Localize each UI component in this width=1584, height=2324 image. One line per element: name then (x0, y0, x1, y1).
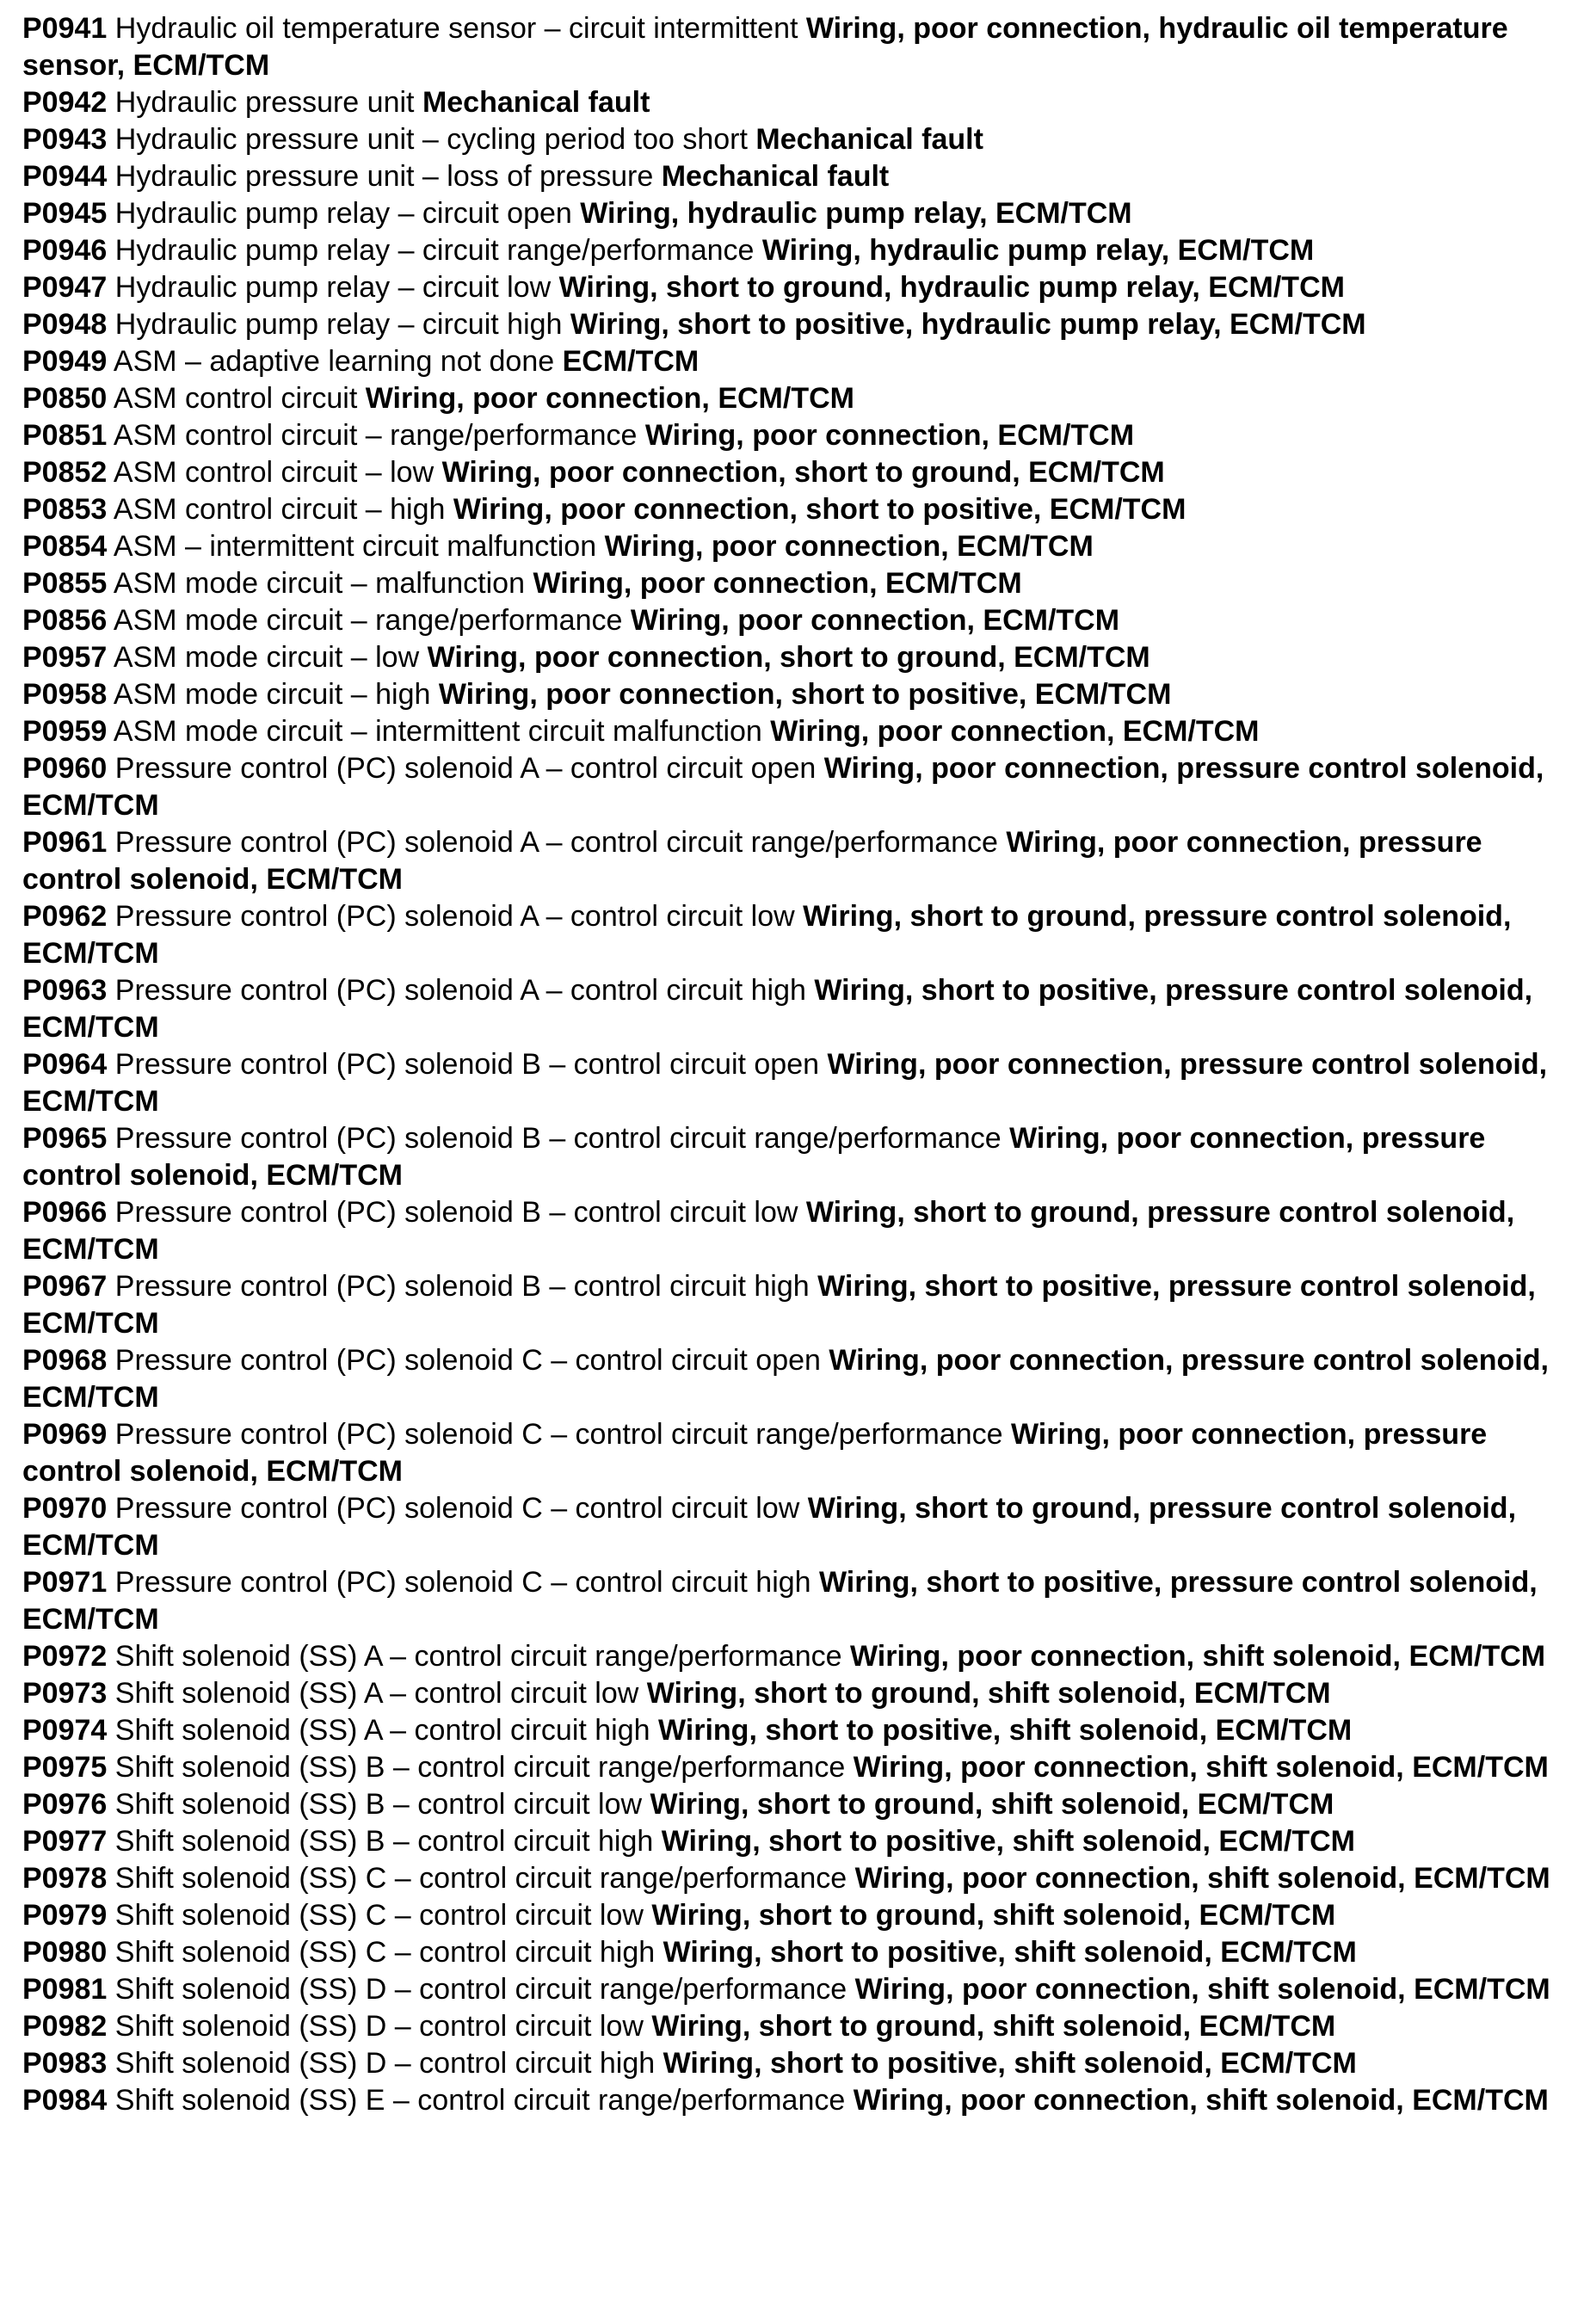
dtc-entry (22, 491, 1562, 528)
dtc-description: Hydraulic pump relay – circuit range/performance (114, 234, 755, 267)
dtc-description: Hydraulic pressure unit (114, 86, 415, 119)
dtc-causes: Wiring, poor connection, ECM/TCM (365, 382, 854, 415)
dtc-entry (22, 2045, 1562, 2082)
dtc-causes: Wiring, short to positive, shift solenoid, ECM/TCM (663, 2047, 1357, 2080)
dtc-code: P0958 (22, 678, 108, 711)
dtc-code: P0854 (22, 530, 108, 563)
dtc-causes: Wiring, poor connection, pressure control solenoid, ECM/TCM (22, 1418, 1488, 1488)
dtc-code: P0942 (22, 86, 108, 119)
dtc-entry (22, 824, 1562, 898)
dtc-entry (22, 639, 1562, 676)
dtc-description: Pressure control (PC) solenoid B – control circuit low (114, 1196, 798, 1229)
dtc-code: P0961 (22, 826, 108, 859)
dtc-description: ASM control circuit – low (113, 456, 435, 489)
dtc-causes: Wiring, short to ground, pressure control solenoid, ECM/TCM (22, 900, 1512, 970)
dtc-entry (22, 417, 1562, 454)
dtc-entry (22, 84, 1562, 121)
dtc-causes: Wiring, poor connection, ECM/TCM (770, 715, 1260, 748)
dtc-description: Pressure control (PC) solenoid A – control circuit high (114, 974, 806, 1007)
dtc-code: P0962 (22, 900, 108, 933)
dtc-description: Hydraulic pump relay – circuit open (114, 197, 572, 230)
dtc-description: ASM control circuit (113, 382, 358, 415)
dtc-description: Shift solenoid (SS) B – control circuit high (114, 1825, 654, 1858)
dtc-causes: Wiring, short to positive, pressure control solenoid, ECM/TCM (22, 1566, 1538, 1636)
dtc-entry (22, 1638, 1562, 1675)
dtc-causes: Wiring, poor connection, shift solenoid, ECM/TCM (850, 1640, 1546, 1673)
dtc-code: P0976 (22, 1788, 108, 1821)
dtc-description: Pressure control (PC) solenoid A – control circuit low (114, 900, 795, 933)
dtc-causes: Wiring, short to ground, shift solenoid, ECM/TCM (646, 1677, 1331, 1710)
dtc-causes: Wiring, poor connection, short to positive, ECM/TCM (453, 493, 1186, 526)
dtc-entry (22, 1675, 1562, 1712)
dtc-causes: Mechanical fault (755, 123, 983, 156)
dtc-code: P0959 (22, 715, 108, 748)
dtc-causes: Wiring, short to positive, pressure control solenoid, ECM/TCM (22, 1270, 1536, 1340)
dtc-entry (22, 1416, 1562, 1490)
dtc-causes: ECM/TCM (562, 345, 700, 378)
dtc-entry (22, 1971, 1562, 2008)
dtc-description: Shift solenoid (SS) E – control circuit range/performance (114, 2084, 846, 2117)
dtc-entry (22, 1897, 1562, 1934)
dtc-code: P0974 (22, 1714, 108, 1747)
dtc-entry (22, 1120, 1562, 1194)
dtc-description: Shift solenoid (SS) C – control circuit low (114, 1899, 644, 1932)
dtc-description: ASM mode circuit – high (113, 678, 431, 711)
dtc-description: Shift solenoid (SS) A – control circuit range/performance (114, 1640, 842, 1673)
dtc-code: P0960 (22, 752, 108, 785)
dtc-causes: Wiring, short to ground, shift solenoid, ECM/TCM (651, 2010, 1336, 2043)
dtc-code: P0945 (22, 197, 108, 230)
dtc-description: ASM mode circuit – low (113, 641, 420, 674)
dtc-description: Pressure control (PC) solenoid A – control circuit range/performance (114, 826, 998, 859)
dtc-entry (22, 1268, 1562, 1342)
dtc-code: P0971 (22, 1566, 108, 1599)
dtc-code: P0978 (22, 1862, 108, 1895)
dtc-entry (22, 676, 1562, 713)
dtc-entry (22, 1194, 1562, 1268)
dtc-description: ASM mode circuit – malfunction (113, 567, 525, 600)
dtc-description: Shift solenoid (SS) D – control circuit range/performance (114, 1973, 847, 2006)
dtc-code: P0949 (22, 345, 108, 378)
dtc-entry (22, 528, 1562, 565)
dtc-code: P0970 (22, 1492, 108, 1525)
dtc-description: ASM mode circuit – intermittent circuit malfunction (113, 715, 762, 748)
dtc-causes: Wiring, poor connection, shift solenoid, ECM/TCM (853, 2084, 1549, 2117)
dtc-entry (22, 306, 1562, 343)
dtc-code: P0851 (22, 419, 108, 452)
dtc-causes: Wiring, poor connection, pressure control solenoid, ECM/TCM (22, 1344, 1549, 1414)
dtc-code: P0941 (22, 12, 108, 45)
dtc-causes: Wiring, poor connection, short to ground, ECM/TCM (427, 641, 1150, 674)
dtc-code: P0850 (22, 382, 108, 415)
dtc-entry (22, 750, 1562, 824)
dtc-code: P0946 (22, 234, 108, 267)
dtc-causes: Wiring, poor connection, shift solenoid, ECM/TCM (854, 1862, 1550, 1895)
dtc-description: ASM control circuit – high (113, 493, 446, 526)
dtc-code: P0968 (22, 1344, 108, 1377)
dtc-code: P0979 (22, 1899, 108, 1932)
dtc-description: Pressure control (PC) solenoid B – control circuit open (114, 1048, 820, 1081)
dtc-causes: Wiring, short to ground, hydraulic pump relay, ECM/TCM (558, 271, 1345, 304)
dtc-entry (22, 454, 1562, 491)
dtc-description: Hydraulic oil temperature sensor – circuit intermittent (114, 12, 798, 45)
dtc-description: Pressure control (PC) solenoid C – control circuit high (114, 1566, 811, 1599)
dtc-code: P0963 (22, 974, 108, 1007)
dtc-code: P0973 (22, 1677, 108, 1710)
dtc-causes: Wiring, poor connection, short to ground, ECM/TCM (441, 456, 1165, 489)
dtc-causes: Wiring, short to positive, shift solenoid, ECM/TCM (663, 1936, 1357, 1969)
dtc-description: ASM control circuit – range/performance (113, 419, 638, 452)
dtc-causes: Wiring, short to positive, pressure control solenoid, ECM/TCM (22, 974, 1533, 1044)
dtc-description: Shift solenoid (SS) D – control circuit high (114, 2047, 656, 2080)
dtc-entry (22, 2082, 1562, 2119)
dtc-code: P0948 (22, 308, 108, 341)
dtc-causes: Wiring, poor connection, pressure control solenoid, ECM/TCM (22, 1122, 1486, 1192)
dtc-description: Shift solenoid (SS) B – control circuit range/performance (114, 1751, 846, 1784)
dtc-causes: Wiring, poor connection, short to positive, ECM/TCM (438, 678, 1172, 711)
dtc-causes: Wiring, short to ground, pressure control solenoid, ECM/TCM (22, 1196, 1515, 1266)
dtc-code: P0853 (22, 493, 108, 526)
dtc-code: P0943 (22, 123, 108, 156)
dtc-code: P0965 (22, 1122, 108, 1155)
dtc-entry (22, 380, 1562, 417)
dtc-description: Pressure control (PC) solenoid A – control circuit open (114, 752, 817, 785)
dtc-description: Hydraulic pressure unit – loss of pressure (114, 160, 654, 193)
dtc-entry (22, 10, 1562, 84)
dtc-code: P0972 (22, 1640, 108, 1673)
dtc-causes: Wiring, short to positive, shift solenoid, ECM/TCM (661, 1825, 1355, 1858)
dtc-entry (22, 1046, 1562, 1120)
dtc-causes: Wiring, poor connection, pressure control solenoid, ECM/TCM (22, 1048, 1548, 1118)
dtc-list (22, 10, 1562, 2119)
dtc-causes: Wiring, short to ground, shift solenoid, ECM/TCM (650, 1788, 1334, 1821)
dtc-code: P0856 (22, 604, 108, 637)
dtc-code: P0981 (22, 1973, 108, 2006)
dtc-causes: Wiring, poor connection, pressure control solenoid, ECM/TCM (22, 826, 1482, 896)
dtc-code: P0957 (22, 641, 108, 674)
dtc-causes: Wiring, short to ground, pressure control solenoid, ECM/TCM (22, 1492, 1517, 1562)
dtc-code: P0980 (22, 1936, 108, 1969)
dtc-causes: Mechanical fault (661, 160, 890, 193)
dtc-entry (22, 269, 1562, 306)
dtc-description: Shift solenoid (SS) D – control circuit low (114, 2010, 644, 2043)
dtc-entry (22, 602, 1562, 639)
dtc-description: Pressure control (PC) solenoid B – control circuit high (114, 1270, 810, 1303)
dtc-causes: Wiring, poor connection, ECM/TCM (644, 419, 1135, 452)
dtc-code: P0855 (22, 567, 108, 600)
dtc-code: P0982 (22, 2010, 108, 2043)
dtc-description: Shift solenoid (SS) C – control circuit range/performance (114, 1862, 847, 1895)
dtc-description: Pressure control (PC) solenoid C – control circuit open (114, 1344, 821, 1377)
dtc-entry (22, 232, 1562, 269)
dtc-entry (22, 158, 1562, 195)
dtc-causes: Wiring, poor connection, shift solenoid, ECM/TCM (854, 1973, 1550, 2006)
dtc-code: P0984 (22, 2084, 108, 2117)
dtc-description: Pressure control (PC) solenoid B – control circuit range/performance (114, 1122, 1002, 1155)
dtc-description: Hydraulic pressure unit – cycling period too short (114, 123, 748, 156)
dtc-description: Shift solenoid (SS) C – control circuit high (114, 1936, 656, 1969)
dtc-description: Pressure control (PC) solenoid C – control circuit low (114, 1492, 800, 1525)
dtc-causes: Wiring, poor connection, hydraulic oil temperature sensor, ECM/TCM (22, 12, 1508, 82)
dtc-code: P0964 (22, 1048, 108, 1081)
dtc-code: P0947 (22, 271, 108, 304)
dtc-entry (22, 343, 1562, 380)
dtc-code: P0975 (22, 1751, 108, 1784)
dtc-entry (22, 565, 1562, 602)
dtc-description: Shift solenoid (SS) B – control circuit low (114, 1788, 643, 1821)
dtc-code: P0983 (22, 2047, 108, 2080)
dtc-description: ASM mode circuit – range/performance (113, 604, 623, 637)
dtc-causes: Wiring, poor connection, pressure control solenoid, ECM/TCM (22, 752, 1544, 822)
dtc-entry (22, 1342, 1562, 1416)
dtc-code: P0967 (22, 1270, 108, 1303)
dtc-entry (22, 2008, 1562, 2045)
dtc-description: Shift solenoid (SS) A – control circuit high (114, 1714, 650, 1747)
dtc-code: P0977 (22, 1825, 108, 1858)
dtc-description: Pressure control (PC) solenoid C – control circuit range/performance (114, 1418, 1003, 1451)
dtc-causes: Wiring, short to positive, hydraulic pump relay, ECM/TCM (570, 308, 1366, 341)
dtc-description: Hydraulic pump relay – circuit low (114, 271, 552, 304)
dtc-causes: Wiring, poor connection, shift solenoid, ECM/TCM (853, 1751, 1549, 1784)
dtc-causes: Mechanical fault (422, 86, 650, 119)
dtc-code: P0969 (22, 1418, 108, 1451)
dtc-code: P0966 (22, 1196, 108, 1229)
dtc-entry (22, 1712, 1562, 1749)
dtc-entry (22, 1860, 1562, 1897)
dtc-causes: Wiring, hydraulic pump relay, ECM/TCM (761, 234, 1315, 267)
dtc-entry (22, 1490, 1562, 1564)
dtc-entry (22, 972, 1562, 1046)
dtc-causes: Wiring, hydraulic pump relay, ECM/TCM (580, 197, 1132, 230)
dtc-causes: Wiring, short to positive, shift solenoid, ECM/TCM (658, 1714, 1353, 1747)
dtc-entry (22, 121, 1562, 158)
dtc-description: Shift solenoid (SS) A – control circuit low (114, 1677, 639, 1710)
dtc-code: P0852 (22, 456, 108, 489)
dtc-entry (22, 1786, 1562, 1823)
dtc-causes: Wiring, poor connection, ECM/TCM (630, 604, 1120, 637)
dtc-causes: Wiring, poor connection, ECM/TCM (604, 530, 1094, 563)
dtc-code: P0944 (22, 160, 108, 193)
dtc-causes: Wiring, short to ground, shift solenoid, ECM/TCM (651, 1899, 1336, 1932)
dtc-entry (22, 195, 1562, 232)
dtc-entry (22, 1823, 1562, 1860)
dtc-causes: Wiring, poor connection, ECM/TCM (533, 567, 1022, 600)
dtc-description: ASM – intermittent circuit malfunction (113, 530, 597, 563)
dtc-entry (22, 1749, 1562, 1786)
dtc-description: Hydraulic pump relay – circuit high (114, 308, 563, 341)
dtc-entry (22, 1934, 1562, 1971)
dtc-entry (22, 713, 1562, 750)
dtc-entry (22, 1564, 1562, 1638)
dtc-description: ASM – adaptive learning not done (113, 345, 555, 378)
dtc-entry (22, 898, 1562, 972)
